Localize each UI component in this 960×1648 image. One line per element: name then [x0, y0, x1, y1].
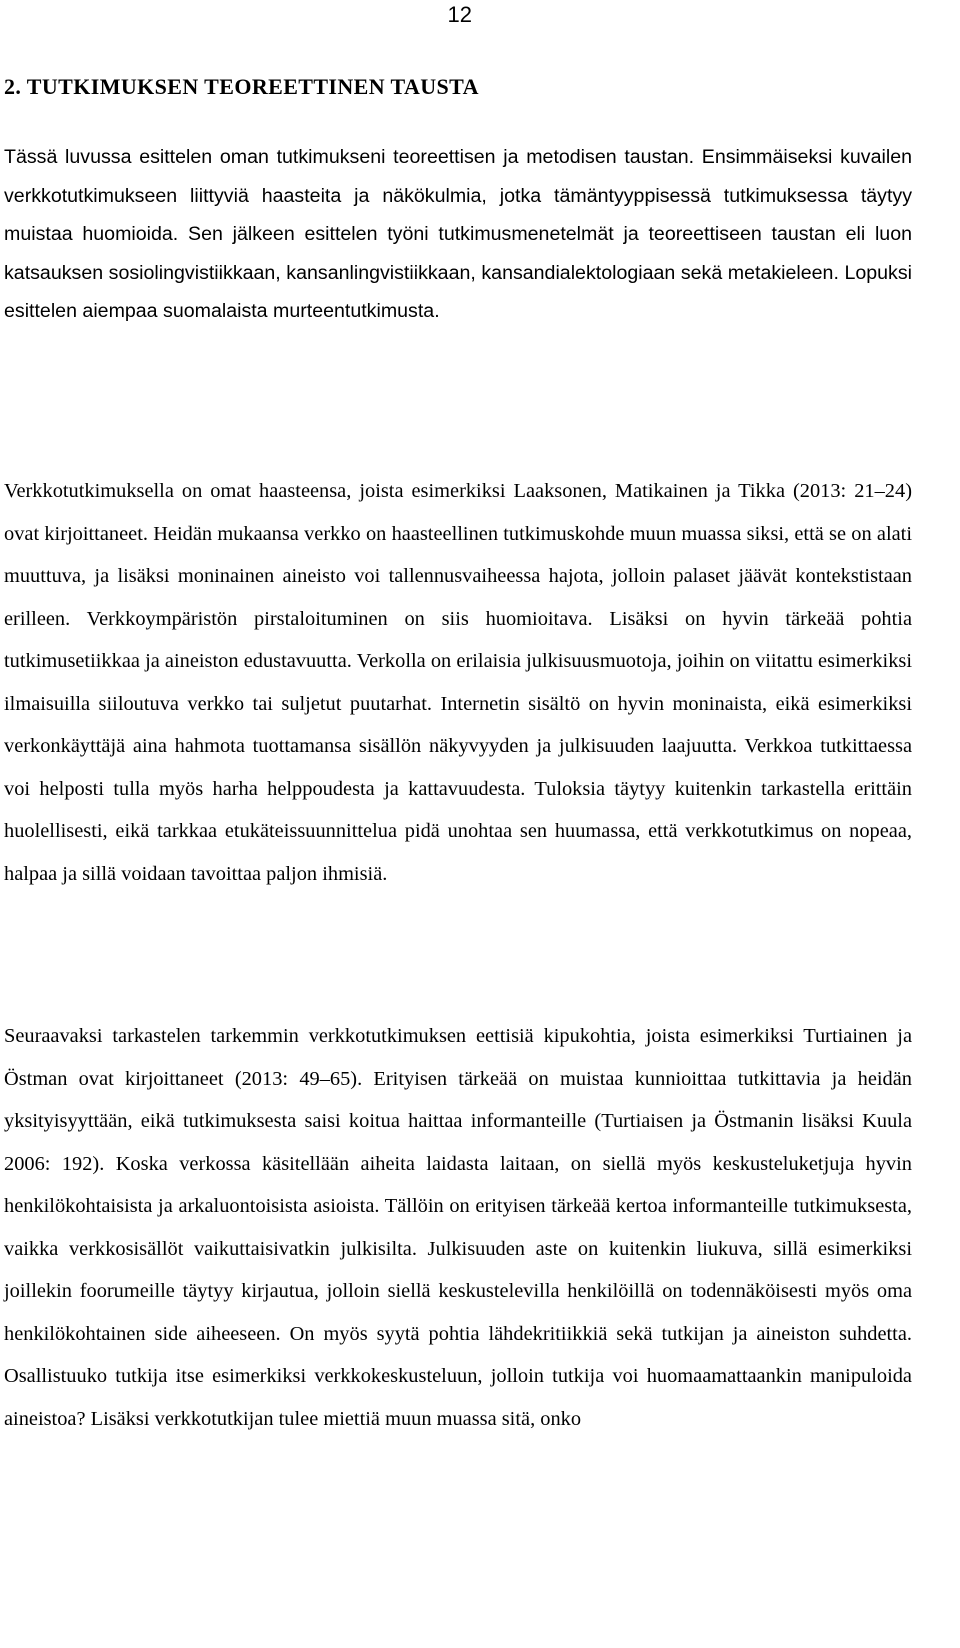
- paragraph-web-research-challenges: Verkkotutkimuksella on omat haasteensa, joista esimerkiksi Laaksonen, Matikainen ja Tikka (2013: 21–24) ovat kirjoittaneet. Heidän mukaansa verkko on haasteellinen tutkimuskohde muun muassa siksi, että se on alati muuttuva, ja lisäksi moninainen aineisto voi tallennusvaiheessa hajota, jolloin palaset jäävät kontekstistaan erilleen. Verkkoympäristön pirstaloituminen on siis huomioitava. Lisäksi on hyvin tärkeää pohtia tutkimusetiikkaa ja aineiston edustavuutta. Verkolla on erilaisia julkisuusmuotoja, joihin on viitattu esimerkiksi ilmaisuilla siiloutuva verkko tai suljetut puutarhat. Internetin sisältö on hyvin moninaista, eikä esimerkiksi verkonkäyttäjä aina hahmota tuottamansa sisällön näkyvyyden ja julkisuuden laajuutta. Verkkoa tutkittaessa voi helposti tulla myös harha helppoudesta ja kattavuudesta. Tuloksia täytyy kuitenkin tarkastella erittäin huolellisesti, eikä tarkkaa etukäteissuunnittelua pidä unohtaa sen huumassa, että verkkotutkimus on nopeaa, halpaa ja sillä voidaan tavoittaa paljon ihmisiä.: [4, 480, 912, 885]
- section-heading: 2. TUTKIMUKSEN TEOREETTINEN TAUSTA: [4, 74, 479, 99]
- paragraph-intro: Tässä luvussa esittelen oman tutkimukseni teoreettisen ja metodisen taustan. Ensimmäiseksi kuvailen verkkotutkimukseen liittyviä haasteita ja näkökulmia, jotka tämäntyyppisessä tutkimuksessa täytyy muistaa huomioida. Sen jälkeen esittelen työni tutkimusmenetelmät ja teoreettiseen taustan eli luon katsauksen sosiolingvistiikkaan, kansanlingvistiikkaan, kansandialektologiaan sekä metakieleen. Lopuksi esittelen aiempaa suomalaista murteentutkimusta.: [4, 146, 912, 322]
- page-number: 12: [447, 2, 472, 27]
- paragraph-ethics: Seuraavaksi tarkastelen tarkemmin verkkotutkimuksen eettisiä kipukohtia, joista esimerkiksi Turtiainen ja Östman ovat kirjoittaneet (2013: 49–65). Erityisen tärkeää on muistaa kunnioittaa tutkittavia ja heidän yksityisyyttään, eikä tutkimuksesta saisi koitua haittaa informanteille (Turtiaisen ja Östmanin lisäksi Kuula 2006: 192). Koska verkossa käsitellään aiheita laidasta laitaan, on siellä myös keskusteluketjuja hyvin henkilökohtaisista ja arkaluontoisista asioista. Tällöin on erityisen tärkeää kertoa informanteille tutkimuksesta, vaikka verkkosisällöt vaikuttaisivatkin julkisilta. Julkisuuden aste on kuitenkin liukuva, sillä esimerkiksi joillekin foorumeille täytyy kirjautua, jolloin siellä keskustelevilla henkilöillä on todennäköisesti myös oma henkilökohtainen side aiheeseen. On myös syytä pohtia lähdekritiikkiä sekä tutkijan ja aineiston suhdetta. Osallistuuko tutkija itse esimerkiksi verkkokeskusteluun, jolloin tutkija voi huomaamattaankin manipuloida aineistoa? Lisäksi verkkotutkijan tulee miettiä muun muassa sitä, onko: [4, 1025, 912, 1430]
